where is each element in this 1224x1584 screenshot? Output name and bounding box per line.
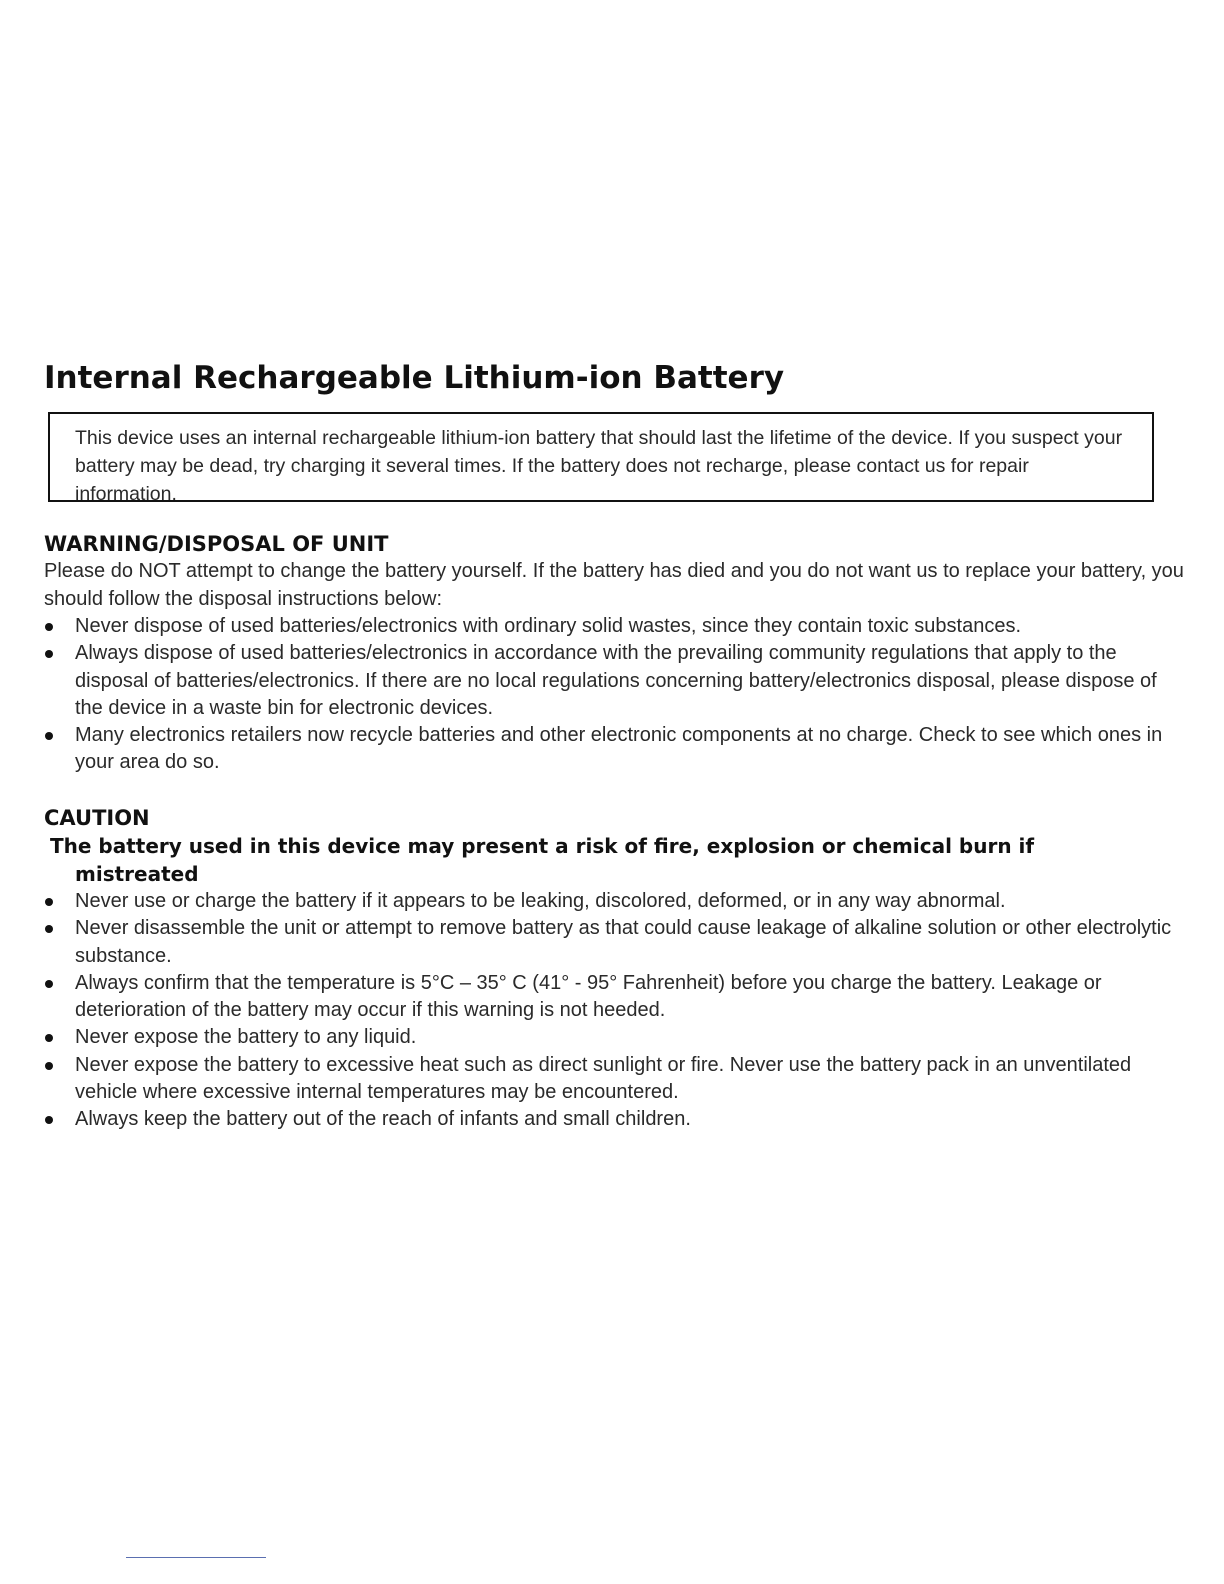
warning-intro: Please do NOT attempt to change the battery yourself. If the battery has died and you do not want us to replace your battery, you should follow the disposal instructions below: — [44, 560, 1184, 610]
list-item-text: Never dispose of used batteries/electronics with ordinary solid wastes, since they contain toxic substances. — [75, 615, 1022, 637]
bullet-icon — [45, 1116, 53, 1124]
list-item — [44, 1024, 1184, 1051]
page-title: Internal Rechargeable Lithium-ion Battery — [44, 360, 785, 396]
caution-subheading-line1: The battery used in this device may present a risk of fire, explosion or chemical burn if — [50, 834, 1035, 858]
bullet-icon — [45, 1062, 53, 1070]
bullet-icon — [45, 650, 53, 658]
list-item-text: Never use or charge the battery if it appears to be leaking, discolored, deformed, or in any way abnormal. — [75, 890, 1006, 912]
bullet-icon — [45, 898, 53, 906]
caution-section — [44, 804, 1184, 1134]
list-item — [44, 1052, 1184, 1107]
warning-disposal-section — [44, 530, 1184, 777]
list-item — [44, 613, 1184, 640]
warning-heading: WARNING/DISPOSAL OF UNIT — [44, 532, 389, 556]
list-item — [44, 640, 1184, 722]
list-item-text: Always dispose of used batteries/electronics in accordance with the prevailing community regulations that apply to the disposal of batteries/electronics. If there are no local regulations concerning battery/electronics disposal, please dispose of the device in a waste bin for electronic devices. — [75, 642, 1157, 719]
list-item-text: Many electronics retailers now recycle batteries and other electronic components at no charge. Check to see which ones in your area do so. — [75, 724, 1163, 774]
bullet-icon — [45, 980, 53, 988]
caution-subheading — [44, 832, 1184, 888]
caution-subheading-line2: mistreated — [75, 862, 199, 886]
list-item-text: Never disassemble the unit or attempt to remove battery as that could cause leakage of alkaline solution or other electrolytic substance. — [75, 917, 1172, 967]
battery-notice-box — [48, 412, 1154, 505]
bullet-icon — [45, 1034, 53, 1042]
bullet-icon — [45, 623, 53, 631]
list-item — [44, 970, 1184, 1025]
disposal-list — [44, 613, 1184, 777]
list-item-text: Never expose the battery to excessive heat such as direct sunlight or fire. Never use the battery pack in an unventilated vehicle where excessive internal temperatures may be encountered. — [75, 1053, 1132, 1104]
list-item-text: Always keep the battery out of the reach of infants and small children. — [75, 1108, 691, 1131]
bullet-icon — [45, 925, 53, 933]
list-item — [44, 1106, 1184, 1133]
bullet-icon — [45, 732, 53, 740]
list-item-text: Always confirm that the temperature is 5°C – 35° C (41° - 95° Fahrenheit) before you charge the battery. Leakage or deterioration of the battery may occur if this warning is not heeded. — [75, 971, 1102, 1022]
list-item-text: Never expose the battery to any liquid. — [75, 1026, 417, 1049]
list-item — [44, 888, 1184, 915]
list-item — [44, 722, 1184, 777]
list-item — [44, 915, 1184, 970]
caution-list — [44, 888, 1184, 1134]
battery-notice-text: This device uses an internal rechargeable lithium-ion battery that should last the lifetime of the device. If you suspect your battery may be dead, try charging it several times. If the battery does not recharge, please contact us for repair information. — [75, 427, 1123, 505]
footer-divider — [126, 1557, 266, 1558]
caution-heading: CAUTION — [44, 806, 150, 830]
